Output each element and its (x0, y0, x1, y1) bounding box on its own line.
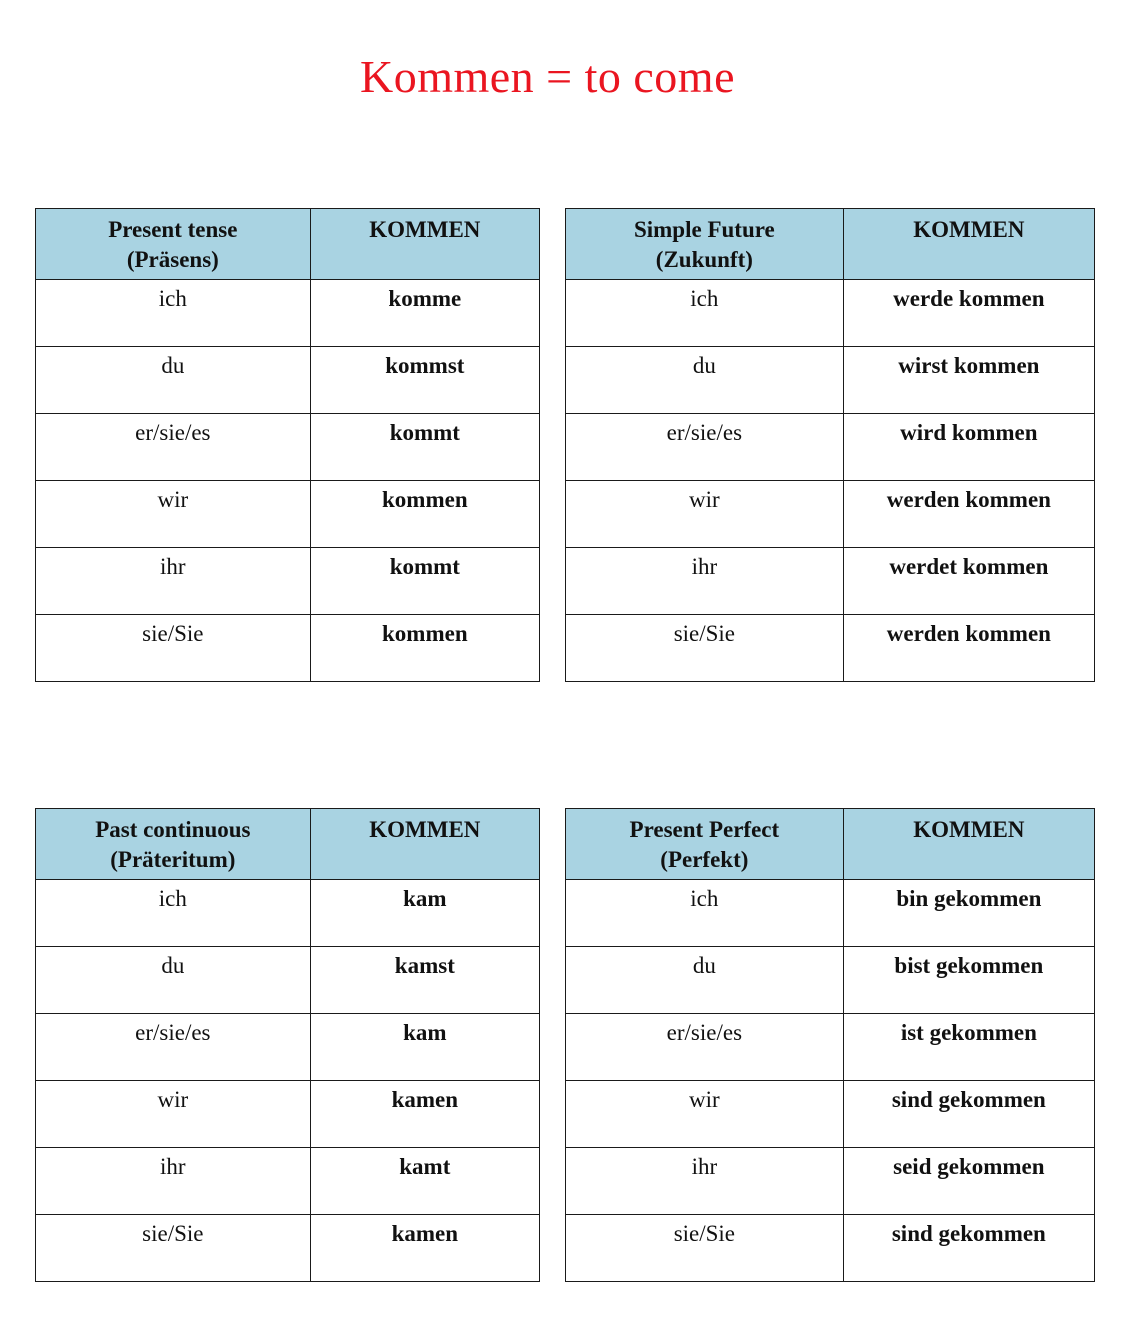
table-row (36, 947, 540, 1014)
page-title: Kommen = to come (359, 51, 736, 102)
table-row (36, 880, 540, 947)
pronoun-cell: sie/Sie (566, 1215, 844, 1282)
table-row (566, 947, 1095, 1014)
table-row (566, 1215, 1095, 1282)
verb-form-cell: werden kommen (843, 481, 1094, 548)
table-row (566, 1148, 1095, 1215)
pronoun-cell: du (36, 347, 311, 414)
pronoun-cell: ich (566, 880, 844, 947)
tense-name: Present tense (108, 217, 238, 242)
table-row (36, 1215, 540, 1282)
verb-form-cell: werde kommen (843, 280, 1094, 347)
verb-header: KOMMEN (843, 209, 1094, 280)
table-row (36, 1148, 540, 1215)
pronoun-cell: ihr (566, 548, 844, 615)
table-row (36, 280, 540, 347)
verb-form-cell: bist gekommen (843, 947, 1094, 1014)
table-header-row (566, 809, 1095, 880)
verb-header: KOMMEN (310, 209, 539, 280)
table-row (36, 548, 540, 615)
verb-form-cell: wird kommen (843, 414, 1094, 481)
table-row (566, 347, 1095, 414)
verb-form-cell: kommst (310, 347, 539, 414)
table-row (36, 347, 540, 414)
pronoun-cell: ihr (36, 1148, 311, 1215)
verb-header: KOMMEN (310, 809, 539, 880)
pronoun-cell: wir (566, 1081, 844, 1148)
verb-form-cell: kamt (310, 1148, 539, 1215)
verb-form-cell: sind gekommen (843, 1081, 1094, 1148)
tense-header (36, 209, 311, 280)
table-simple-future (565, 208, 1095, 682)
verb-form-cell: kamen (310, 1215, 539, 1282)
verb-form-cell: kommen (310, 481, 539, 548)
verb-form-cell: werdet kommen (843, 548, 1094, 615)
verb-form-cell: bin gekommen (843, 880, 1094, 947)
pronoun-cell: wir (566, 481, 844, 548)
pronoun-cell: sie/Sie (36, 1215, 311, 1282)
table-header-row (566, 209, 1095, 280)
tense-header (566, 209, 844, 280)
table-header-row (36, 209, 540, 280)
tense-name: Simple Future (633, 217, 775, 242)
table-row (566, 1014, 1095, 1081)
pronoun-cell: du (566, 947, 844, 1014)
table-header-row (36, 809, 540, 880)
table-row (36, 615, 540, 682)
pronoun-cell: ich (36, 280, 311, 347)
pronoun-cell: er/sie/es (36, 1014, 311, 1081)
verb-form-cell: kam (310, 880, 539, 947)
tense-german-name: (Zukunft) (655, 246, 753, 272)
verb-form-cell: kommen (310, 615, 539, 682)
pronoun-cell: sie/Sie (36, 615, 311, 682)
table-row (566, 414, 1095, 481)
table-row (566, 548, 1095, 615)
table-present-perfect (565, 808, 1095, 1282)
verb-form-cell: ist gekommen (843, 1014, 1094, 1081)
pronoun-cell: du (36, 947, 311, 1014)
tense-german-name: (Perfekt) (660, 846, 749, 872)
verb-form-cell: werden kommen (843, 615, 1094, 682)
table-row (566, 880, 1095, 947)
pronoun-cell: ihr (566, 1148, 844, 1215)
pronoun-cell: wir (36, 1081, 311, 1148)
verb-form-cell: kamst (310, 947, 539, 1014)
table-row (566, 280, 1095, 347)
table-past-continuous (35, 808, 540, 1282)
verb-form-cell: kommt (310, 414, 539, 481)
table-row (566, 615, 1095, 682)
table-row (36, 414, 540, 481)
pronoun-cell: er/sie/es (36, 414, 311, 481)
table-row (36, 481, 540, 548)
verb-form-cell: wirst kommen (843, 347, 1094, 414)
verb-form-cell: seid gekommen (843, 1148, 1094, 1215)
pronoun-cell: ich (36, 880, 311, 947)
table-row (566, 481, 1095, 548)
tense-name: Past continuous (95, 817, 251, 842)
tense-name: Present Perfect (629, 817, 780, 842)
pronoun-cell: er/sie/es (566, 1014, 844, 1081)
pronoun-cell: du (566, 347, 844, 414)
pronoun-cell: er/sie/es (566, 414, 844, 481)
verb-form-cell: kamen (310, 1081, 539, 1148)
pronoun-cell: ich (566, 280, 844, 347)
tense-german-name: (Präsens) (126, 246, 219, 272)
verb-form-cell: komme (310, 280, 539, 347)
tense-german-name: (Präteritum) (110, 846, 236, 872)
verb-form-cell: kommt (310, 548, 539, 615)
table-row (566, 1081, 1095, 1148)
pronoun-cell: ihr (36, 548, 311, 615)
verb-form-cell: kam (310, 1014, 539, 1081)
table-present-tense (35, 208, 540, 682)
table-row (36, 1081, 540, 1148)
tense-header (566, 809, 844, 880)
pronoun-cell: wir (36, 481, 311, 548)
pronoun-cell: sie/Sie (566, 615, 844, 682)
verb-form-cell: sind gekommen (843, 1215, 1094, 1282)
verb-header: KOMMEN (843, 809, 1094, 880)
table-row (36, 1014, 540, 1081)
tense-header (36, 809, 311, 880)
